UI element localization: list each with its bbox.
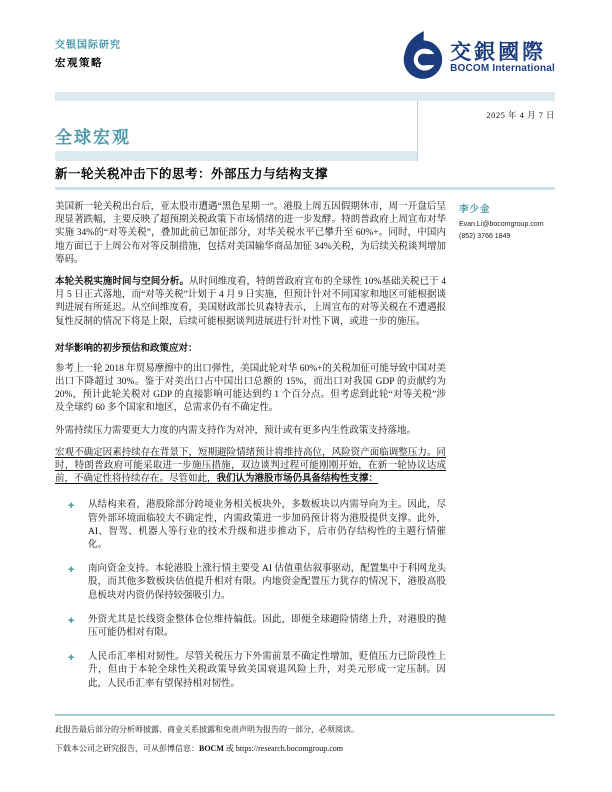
plus-bullet-icon: ✚ bbox=[68, 653, 75, 663]
page-footer bbox=[55, 714, 555, 763]
report-category-label: 宏观策略 bbox=[55, 58, 103, 69]
paragraph-outlook-main: 宏观不确定因素持续存在背景下，短期避险情绪预计将维持高位，风险资产面临调整压力。同时，特朗普政府可能采取进一步施压措施，双边谈判过程可能刚刚开始，在新一轮协议达成前，不确定性将持续存在。尽管如此， bbox=[55, 447, 446, 485]
footer-disclosure-note: 此报告最后部分的分析师披露、商业关系披露和免责声明为报告的一部分，必须阅读。 bbox=[55, 725, 359, 734]
list-item-text-southbound: 南向资金支持。本轮港股上涨行情主要受 AI 估值重估叙事驱动，配置集中于科网龙头股，而其他多数板块估值提升相对有限。内地资金配置压力犹存的情况下，港股高股息板块对内资仍保持较强吸引力。 bbox=[88, 564, 446, 601]
section-title-underline-band bbox=[55, 151, 417, 161]
list-item bbox=[55, 563, 446, 603]
paragraph-outlook-bold-conclusion: 我们认为港股市场仍具备结构性支撑： bbox=[216, 474, 379, 485]
logo-wordmark bbox=[450, 41, 555, 74]
title-row bbox=[55, 101, 555, 161]
footer-download-note bbox=[55, 744, 555, 754]
section-title-block bbox=[55, 101, 417, 161]
report-headline: 新一轮关税冲击下的思考：外部压力与结构支撑 bbox=[55, 167, 329, 181]
paragraph-market-reaction: 美国新一轮关税出台后，亚太股市遭遇“黑色星期一”。港股上周五因假期休市，周一开盘后呈现显著跌幅，主要反映了超预期关税政策下市场情绪的进一步发酵。特朗普政府上周宣布对华实施 34%的“对等关税”，叠加此前已加征部分，对华关税水平已攀升至 60%+。同时，中国内地方面已于上周公布对等反制措施，包括对美国输华商品加征 34%关税，为后续关税谈判增加筹码。 bbox=[55, 202, 446, 265]
paragraph-lead-bold: 本轮关税实施时间与空间分析。 bbox=[55, 277, 190, 288]
paragraph-outlook-underlined bbox=[55, 447, 446, 487]
list-item-text-structure: 从结构来看，港股除部分跨境业务相关板块外，多数板块以内需导向为主。因此，尽管外部环境面临较大不确定性，内需政策进一步加码预计将为港股提供支撑。此外，AI、智驾、机器人等行业的技术升级和进步推动下，后市仍存结构性的主题行情催化。 bbox=[88, 500, 446, 551]
list-item-text-rmb-resilience: 人民币汇率相对韧性。尽管关税压力下外需前景不确定性增加，贬值压力已阶段性上升，但由于本轮全球性关税政策导致美国衰退风险上升，对美元形成一定压制。因此，人民币汇率有望保持相对韧性。 bbox=[88, 652, 446, 689]
report-date: 2025 年 4 月 7 日 bbox=[486, 110, 555, 120]
masthead bbox=[55, 36, 121, 70]
author-column bbox=[446, 201, 555, 702]
list-item bbox=[55, 614, 446, 640]
list-item-text-foreign-positioning: 外资尤其是长线资金整体仓位维持偏低。因此，即便全球避险情绪上升，对港股的抛压可能仍相对有限。 bbox=[88, 614, 446, 639]
paragraph-timing-rest: 从时间维度看，特朗普政府宣布的全球性 10%基础关税已于 4 月 5 日正式落地，而“对等关税”计划于 4 月 9 日实施，但预计针对不同国家和地区可能根据谈判进展有所延迟。从空间维度看，美国财政部长贝森特表示，上周宣布的对等关税在不遭遇报复性反制的情况下将是上限，后续可能根据谈判进展进行针对性下调，或进一步的施压。 bbox=[55, 277, 446, 327]
author-name: 李少金 bbox=[459, 204, 491, 215]
subsection-heading-impact: 对华影响的初步预估和政策应对： bbox=[55, 343, 198, 354]
plus-bullet-icon: ✚ bbox=[68, 615, 75, 625]
research-division-label: 交银国际研究 bbox=[55, 40, 121, 51]
content-area bbox=[55, 201, 555, 702]
list-item bbox=[55, 499, 446, 552]
paragraph-timing-analysis bbox=[55, 276, 446, 329]
support-factor-list bbox=[55, 499, 446, 690]
logo-chinese-name: 交銀國際 bbox=[450, 39, 547, 64]
author-email-link[interactable]: Evan.Li@bocomgroup.com bbox=[459, 221, 544, 228]
headline-row bbox=[55, 161, 555, 190]
section-title: 全球宏观 bbox=[55, 128, 131, 147]
logo-english-name: BOCOM International bbox=[450, 63, 555, 75]
paragraph-impact-estimate: 参考上一轮 2018 年贸易摩擦中的出口弹性，美国此轮对华 60%+的关税加征可能导致中国对美出口下降超过 30%。鉴于对美出口占中国出口总额的 15%，而出口对我国 GDP 的贡献约为 20%，预计此轮关税对 GDP 的直接影响可能达到约 1 个百分点。但考虑到此轮“对等关税”涉及全球约 60 多个国家和地区，总需求仍有不确定性。 bbox=[55, 363, 446, 414]
paragraph-domestic-policy: 外需持续压力需要更大力度的内需支持作为对冲，预计或有更多内生性政策支持落地。 bbox=[55, 425, 417, 436]
bocom-logo bbox=[400, 30, 555, 85]
research-site-link[interactable]: https://research.bocomgroup.com bbox=[235, 744, 343, 753]
footer-divider-rule bbox=[55, 714, 555, 716]
report-date-box bbox=[417, 101, 555, 161]
footer-download-prefix: 下载本公司之研究报告，可从彭博信息： bbox=[55, 744, 199, 753]
body-column bbox=[55, 201, 446, 702]
plus-bullet-icon: ✚ bbox=[68, 565, 75, 575]
bloomberg-code: BOCM bbox=[199, 744, 224, 753]
header-divider-band bbox=[55, 92, 555, 101]
footer-download-or: 或 bbox=[223, 744, 236, 753]
author-phone: (852) 3766 1849 bbox=[459, 233, 511, 240]
list-item bbox=[55, 651, 446, 691]
plus-bullet-icon: ✚ bbox=[68, 501, 75, 511]
bocom-logo-icon bbox=[400, 30, 444, 85]
page-header bbox=[55, 36, 555, 85]
